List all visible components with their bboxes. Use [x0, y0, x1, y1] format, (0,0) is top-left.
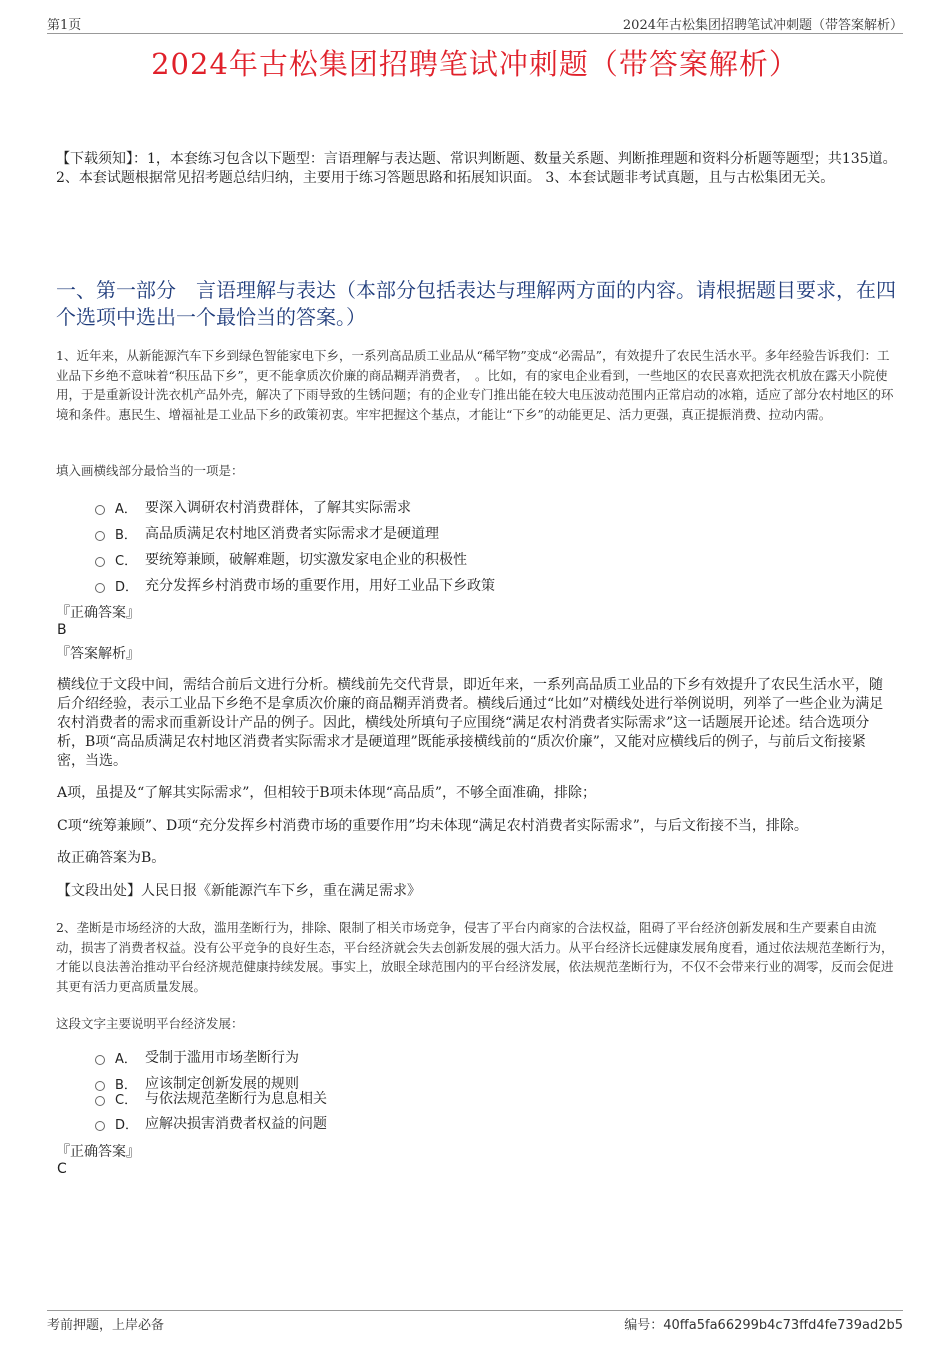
- analysis-paragraph: C项“统筹兼顾”、D项“充分发挥乡村消费市场的重要作用”均未体现“满足农村消费者实际需求”，与后文衔接不当，排除。: [57, 818, 808, 834]
- question-1-prompt: 填入画横线部分最恰当的一项是：: [56, 463, 244, 478]
- radio-button[interactable]: [95, 1055, 105, 1065]
- question-2-stem: 2、垄断是市场经济的大敌，滥用垄断行为，排除、限制了相关市场竞争，侵害了平台内商家的合法权益，阻碍了平台经济创新发展和生产要素自由流动，损害了消费者权益。没有公平竞争的良好生态，平台经济就会失去创新发展的强大活力。从平台经济长远健康发展角度看，通过依法规范垄断行为，才能以良法善治推动平台经济规范健康持续发展。事实上，放眼全球范围内的平台经济发展，依法规范垄断行为，不仅不会带来行业的凋零，反而会促进其更有活力更高质量发展。: [56, 920, 894, 994]
- analysis-label: 『答案解析』: [56, 646, 140, 662]
- option-letter: D．: [115, 1117, 139, 1133]
- source-citation: 【文段出处】人民日报《新能源汽车下乡，重在满足需求》: [57, 883, 421, 899]
- radio-button[interactable]: [95, 531, 105, 541]
- question-1-stem: 1、近年来，从新能源汽车下乡到绿色智能家电下乡，一系列高品质工业品从“稀罕物”变成“必需品”，有效提升了农民生活水平。多年经验告诉我们：工业品下乡绝不意味着“积压品下乡”，更不能拿质次价廉的商品糊弄消费者， 。比如，有的家电企业看到，一些地区的农民喜欢把洗衣机放在露天小院使用，于是重新设计洗衣机产品外壳，解决了下雨导致的生锈问题；有的企业专门推出能在较大电压波动范围内正常启动的冰箱，适应了部分农村地区的环境和条件。惠民生、增福祉是工业品下乡的政策初衷。牢牢把握这个基点，才能让“下乡”的动能更足、活力更强，真正提振消费、拉动内需。: [56, 348, 894, 422]
- footer-divider: [47, 1310, 903, 1311]
- question-2-prompt: 这段文字主要说明平台经济发展：: [56, 1016, 244, 1031]
- option-text: 高品质满足农村地区消费者实际需求才是硬道理: [145, 526, 439, 542]
- correct-answer: C: [57, 1161, 67, 1177]
- question-1-option-a[interactable]: [95, 497, 411, 517]
- correct-answer: B: [57, 622, 67, 638]
- answer-label: 『正确答案』: [56, 605, 140, 621]
- option-letter: C．: [115, 1092, 138, 1108]
- radio-button[interactable]: [95, 557, 105, 567]
- option-letter: A．: [115, 1051, 137, 1067]
- download-notice: 【下载须知】：1，本套练习包含以下题型：言语理解与表达题、常识判断题、数量关系题、判断推理题和资料分析题等题型；共135道。 2、本套试题根据常见招考题总结归纳，主要用于练习答题思路和拓展知识面。 3、本套试题非考试真题，且与古松集团无关。: [56, 151, 897, 186]
- option-letter: A．: [115, 501, 137, 517]
- question-2-option-d[interactable]: [95, 1113, 327, 1133]
- header-divider: [47, 33, 903, 34]
- option-text: 要深入调研农村消费群体，了解其实际需求: [145, 500, 411, 516]
- option-letter: B．: [115, 527, 137, 543]
- analysis-paragraph: 横线位于文段中间，需结合前后文进行分析。横线前先交代背景，即近年来，一系列高品质工业品的下乡有效提升了农民生活水平，随后介绍经验，表示工业品下乡绝不是拿质次价廉的商品糊弄消费者。横线后通过“比如”对横线处进行举例说明，列举了一些企业为满足农村消费者的需求而重新设计产品的例子。因此，横线处所填句子应围绕“满足农村消费者实际需求”这一话题展开论述。结合选项分析，B项“高品质满足农村地区消费者实际需求才是硬道理”既能承接横线前的“质次价廉”，又能对应横线后的例子，与前后文衔接紧密，当选。: [57, 677, 884, 769]
- header-doc-title: 2024年古松集团招聘笔试冲刺题（带答案解析）: [622, 18, 903, 33]
- question-2-option-a[interactable]: [95, 1047, 299, 1067]
- page-number: 第1页: [47, 18, 82, 33]
- option-letter: C．: [115, 553, 138, 569]
- section-heading: 一、第一部分 言语理解与表达（本部分包括表达与理解两方面的内容。请根据题目要求，在四个选项中选出一个最恰当的答案。）: [56, 278, 896, 329]
- radio-button[interactable]: [95, 583, 105, 593]
- footer-code-label: 编号：: [624, 1318, 664, 1333]
- question-1-option-b[interactable]: [95, 523, 439, 543]
- option-text: 充分发挥乡村消费市场的重要作用，用好工业品下乡政策: [145, 578, 495, 594]
- radio-button[interactable]: [95, 505, 105, 515]
- analysis-paragraph: A项，虽提及“了解其实际需求”，但相较于B项未体现“高品质”，不够全面准确，排除；: [57, 785, 597, 801]
- question-2-option-c[interactable]: [95, 1088, 327, 1108]
- option-letter: D．: [115, 579, 139, 595]
- answer-label: 『正确答案』: [56, 1144, 140, 1160]
- radio-button[interactable]: [95, 1121, 105, 1131]
- option-letter: B．: [115, 1077, 137, 1093]
- analysis-paragraph: 故正确答案为B。: [57, 850, 166, 866]
- question-1-option-d[interactable]: [95, 575, 495, 595]
- option-text: 应该制定创新发展的规则: [145, 1076, 299, 1092]
- radio-button[interactable]: [95, 1096, 105, 1106]
- footer-code-value: 40ffa5fa66299b4c73ffd4fe739ad2b5: [663, 1318, 903, 1333]
- option-text: 应解决损害消费者权益的问题: [145, 1116, 327, 1132]
- footer-slogan: 考前押题，上岸必备: [47, 1318, 165, 1333]
- option-text: 要统筹兼顾，破解难题，切实激发家电企业的积极性: [145, 552, 467, 568]
- question-1-option-c[interactable]: [95, 549, 467, 569]
- option-text: 与依法规范垄断行为息息相关: [145, 1091, 327, 1107]
- footer-code: [624, 1314, 903, 1333]
- option-text: 受制于滥用市场垄断行为: [145, 1050, 299, 1066]
- page-title: 2024年古松集团招聘笔试冲刺题（带答案解析）: [151, 47, 799, 81]
